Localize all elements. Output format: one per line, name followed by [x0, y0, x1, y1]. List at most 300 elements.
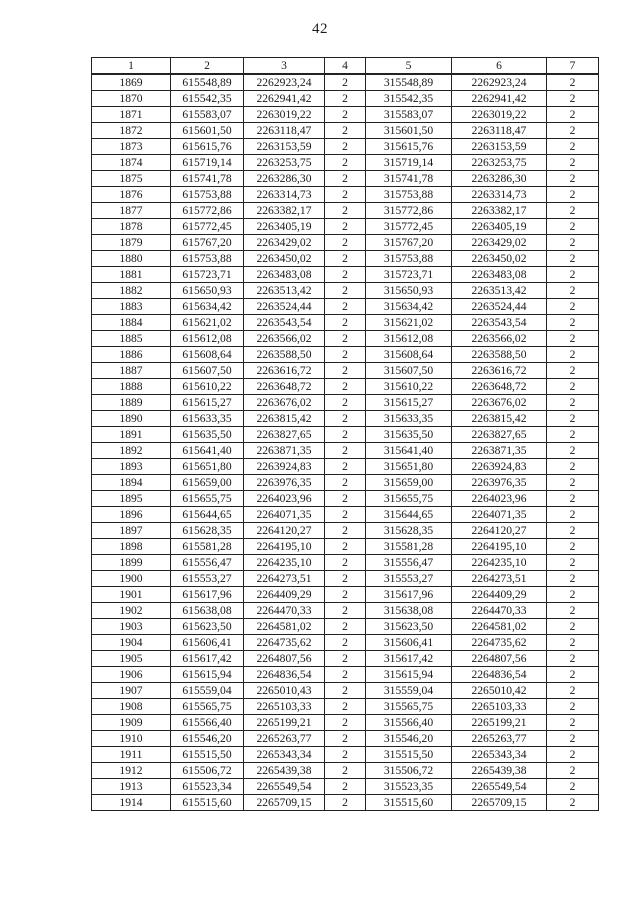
y-coordinate-cell: 2263429,02	[244, 235, 325, 251]
x-coordinate-alt-cell: 315723,71	[366, 267, 452, 283]
class-cell: 2	[325, 107, 366, 123]
x-coordinate-alt-cell: 315659,00	[366, 475, 452, 491]
table-row	[92, 251, 599, 267]
class-cell: 2	[325, 363, 366, 379]
y-coordinate-alt-cell: 2262923,24	[452, 74, 547, 91]
point-number-cell: 1879	[92, 235, 171, 251]
x-coordinate-cell: 615583,07	[171, 107, 244, 123]
point-number-cell: 1887	[92, 363, 171, 379]
table-row	[92, 91, 599, 107]
table-row	[92, 411, 599, 427]
x-coordinate-cell: 615515,60	[171, 795, 244, 811]
x-coordinate-cell: 615723,71	[171, 267, 244, 283]
point-number-cell: 1901	[92, 587, 171, 603]
x-coordinate-alt-cell: 315608,64	[366, 347, 452, 363]
y-coordinate-cell: 2264235,10	[244, 555, 325, 571]
x-coordinate-cell: 615623,50	[171, 619, 244, 635]
x-coordinate-cell: 615553,27	[171, 571, 244, 587]
table-row	[92, 779, 599, 795]
y-coordinate-alt-cell: 2265709,15	[452, 795, 547, 811]
class-cell: 2	[325, 74, 366, 91]
y-coordinate-cell: 2263815,42	[244, 411, 325, 427]
class-cell: 2	[325, 523, 366, 539]
table-row	[92, 763, 599, 779]
class-cell: 2	[325, 683, 366, 699]
x-coordinate-alt-cell: 315772,45	[366, 219, 452, 235]
y-coordinate-cell: 2262941,42	[244, 91, 325, 107]
table-row	[92, 571, 599, 587]
x-coordinate-alt-cell: 315634,42	[366, 299, 452, 315]
point-number-cell: 1886	[92, 347, 171, 363]
x-coordinate-cell: 615617,96	[171, 587, 244, 603]
x-coordinate-cell: 615523,34	[171, 779, 244, 795]
y-coordinate-cell: 2264409,29	[244, 587, 325, 603]
accuracy-cell: 2	[547, 139, 599, 155]
table-row	[92, 731, 599, 747]
point-number-cell: 1873	[92, 139, 171, 155]
x-coordinate-alt-cell: 315615,76	[366, 139, 452, 155]
y-coordinate-alt-cell: 2264735,62	[452, 635, 547, 651]
x-coordinate-cell: 615615,94	[171, 667, 244, 683]
x-coordinate-alt-cell: 315566,40	[366, 715, 452, 731]
y-coordinate-alt-cell: 2263450,02	[452, 251, 547, 267]
x-coordinate-cell: 615606,41	[171, 635, 244, 651]
class-cell: 2	[325, 747, 366, 763]
x-coordinate-alt-cell: 315542,35	[366, 91, 452, 107]
point-number-cell: 1894	[92, 475, 171, 491]
point-number-cell: 1891	[92, 427, 171, 443]
accuracy-cell: 2	[547, 779, 599, 795]
y-coordinate-alt-cell: 2265263,77	[452, 731, 547, 747]
class-cell: 2	[325, 91, 366, 107]
class-cell: 2	[325, 491, 366, 507]
table-row	[92, 283, 599, 299]
point-number-cell: 1902	[92, 603, 171, 619]
y-coordinate-alt-cell: 2263286,30	[452, 171, 547, 187]
x-coordinate-cell: 615546,20	[171, 731, 244, 747]
table-row	[92, 395, 599, 411]
table-row	[92, 267, 599, 283]
x-coordinate-cell: 615506,72	[171, 763, 244, 779]
class-cell: 2	[325, 699, 366, 715]
point-number-cell: 1872	[92, 123, 171, 139]
x-coordinate-alt-cell: 315650,93	[366, 283, 452, 299]
point-number-cell: 1903	[92, 619, 171, 635]
class-cell: 2	[325, 635, 366, 651]
class-cell: 2	[325, 443, 366, 459]
y-coordinate-cell: 2263524,44	[244, 299, 325, 315]
y-coordinate-cell: 2263513,42	[244, 283, 325, 299]
y-coordinate-alt-cell: 2264836,54	[452, 667, 547, 683]
accuracy-cell: 2	[547, 379, 599, 395]
class-cell: 2	[325, 331, 366, 347]
x-coordinate-cell: 615581,28	[171, 539, 244, 555]
class-cell: 2	[325, 571, 366, 587]
y-coordinate-cell: 2263382,17	[244, 203, 325, 219]
y-coordinate-cell: 2263483,08	[244, 267, 325, 283]
header-col-7: 7	[547, 58, 599, 75]
accuracy-cell: 2	[547, 715, 599, 731]
x-coordinate-alt-cell: 315641,40	[366, 443, 452, 459]
x-coordinate-alt-cell: 315767,20	[366, 235, 452, 251]
y-coordinate-alt-cell: 2263588,50	[452, 347, 547, 363]
y-coordinate-alt-cell: 2265439,38	[452, 763, 547, 779]
x-coordinate-cell: 615772,86	[171, 203, 244, 219]
accuracy-cell: 2	[547, 411, 599, 427]
coordinates-table	[91, 57, 599, 811]
header-col-3: 3	[244, 58, 325, 75]
class-cell: 2	[325, 779, 366, 795]
x-coordinate-cell: 615767,20	[171, 235, 244, 251]
x-coordinate-cell: 615565,75	[171, 699, 244, 715]
point-number-cell: 1877	[92, 203, 171, 219]
x-coordinate-alt-cell: 315655,75	[366, 491, 452, 507]
x-coordinate-alt-cell: 315610,22	[366, 379, 452, 395]
y-coordinate-cell: 2263153,59	[244, 139, 325, 155]
point-number-cell: 1904	[92, 635, 171, 651]
table-row	[92, 331, 599, 347]
y-coordinate-cell: 2265343,34	[244, 747, 325, 763]
accuracy-cell: 2	[547, 763, 599, 779]
x-coordinate-alt-cell: 315753,88	[366, 251, 452, 267]
class-cell: 2	[325, 795, 366, 811]
accuracy-cell: 2	[547, 699, 599, 715]
point-number-cell: 1914	[92, 795, 171, 811]
x-coordinate-alt-cell: 315607,50	[366, 363, 452, 379]
y-coordinate-alt-cell: 2264409,29	[452, 587, 547, 603]
point-number-cell: 1875	[92, 171, 171, 187]
point-number-cell: 1895	[92, 491, 171, 507]
point-number-cell: 1893	[92, 459, 171, 475]
accuracy-cell: 2	[547, 219, 599, 235]
table-row	[92, 619, 599, 635]
x-coordinate-cell: 615607,50	[171, 363, 244, 379]
class-cell: 2	[325, 283, 366, 299]
table-row	[92, 107, 599, 123]
class-cell: 2	[325, 187, 366, 203]
class-cell: 2	[325, 427, 366, 443]
y-coordinate-cell: 2263118,47	[244, 123, 325, 139]
point-number-cell: 1892	[92, 443, 171, 459]
accuracy-cell: 2	[547, 459, 599, 475]
accuracy-cell: 2	[547, 155, 599, 171]
y-coordinate-alt-cell: 2265010,42	[452, 683, 547, 699]
header-col-4: 4	[325, 58, 366, 75]
accuracy-cell: 2	[547, 443, 599, 459]
y-coordinate-cell: 2262923,24	[244, 74, 325, 91]
y-coordinate-cell: 2264581,02	[244, 619, 325, 635]
x-coordinate-alt-cell: 315548,89	[366, 74, 452, 91]
table-row	[92, 507, 599, 523]
y-coordinate-alt-cell: 2263118,47	[452, 123, 547, 139]
y-coordinate-alt-cell: 2263676,02	[452, 395, 547, 411]
class-cell: 2	[325, 619, 366, 635]
class-cell: 2	[325, 219, 366, 235]
y-coordinate-alt-cell: 2263616,72	[452, 363, 547, 379]
accuracy-cell: 2	[547, 587, 599, 603]
accuracy-cell: 2	[547, 235, 599, 251]
y-coordinate-cell: 2265709,15	[244, 795, 325, 811]
point-number-cell: 1909	[92, 715, 171, 731]
header-col-6: 6	[452, 58, 547, 75]
class-cell: 2	[325, 651, 366, 667]
x-coordinate-alt-cell: 315546,20	[366, 731, 452, 747]
x-coordinate-alt-cell: 315523,35	[366, 779, 452, 795]
y-coordinate-cell: 2263871,35	[244, 443, 325, 459]
y-coordinate-alt-cell: 2263253,75	[452, 155, 547, 171]
class-cell: 2	[325, 347, 366, 363]
y-coordinate-cell: 2263543,54	[244, 315, 325, 331]
accuracy-cell: 2	[547, 347, 599, 363]
table-row	[92, 187, 599, 203]
y-coordinate-cell: 2263976,35	[244, 475, 325, 491]
point-number-cell: 1900	[92, 571, 171, 587]
accuracy-cell: 2	[547, 251, 599, 267]
y-coordinate-alt-cell: 2263513,42	[452, 283, 547, 299]
table-row	[92, 363, 599, 379]
class-cell: 2	[325, 667, 366, 683]
y-coordinate-alt-cell: 2263976,35	[452, 475, 547, 491]
y-coordinate-cell: 2264195,10	[244, 539, 325, 555]
accuracy-cell: 2	[547, 395, 599, 411]
y-coordinate-alt-cell: 2263483,08	[452, 267, 547, 283]
table-row	[92, 523, 599, 539]
y-coordinate-cell: 2263286,30	[244, 171, 325, 187]
point-number-cell: 1870	[92, 91, 171, 107]
x-coordinate-alt-cell: 315515,60	[366, 795, 452, 811]
class-cell: 2	[325, 731, 366, 747]
x-coordinate-cell: 615610,22	[171, 379, 244, 395]
table-row	[92, 715, 599, 731]
accuracy-cell: 2	[547, 523, 599, 539]
class-cell: 2	[325, 603, 366, 619]
y-coordinate-cell: 2264807,56	[244, 651, 325, 667]
x-coordinate-cell: 615617,42	[171, 651, 244, 667]
accuracy-cell: 2	[547, 74, 599, 91]
accuracy-cell: 2	[547, 667, 599, 683]
x-coordinate-cell: 615644,65	[171, 507, 244, 523]
y-coordinate-alt-cell: 2263648,72	[452, 379, 547, 395]
y-coordinate-cell: 2264470,33	[244, 603, 325, 619]
header-col-5: 5	[366, 58, 452, 75]
y-coordinate-cell: 2263676,02	[244, 395, 325, 411]
x-coordinate-alt-cell: 315615,94	[366, 667, 452, 683]
x-coordinate-alt-cell: 315606,41	[366, 635, 452, 651]
y-coordinate-cell: 2265439,38	[244, 763, 325, 779]
x-coordinate-cell: 615741,78	[171, 171, 244, 187]
y-coordinate-cell: 2263019,22	[244, 107, 325, 123]
table-row	[92, 379, 599, 395]
x-coordinate-alt-cell: 315559,04	[366, 683, 452, 699]
x-coordinate-alt-cell: 315719,14	[366, 155, 452, 171]
table-row	[92, 315, 599, 331]
x-coordinate-cell: 615772,45	[171, 219, 244, 235]
y-coordinate-alt-cell: 2263314,73	[452, 187, 547, 203]
x-coordinate-alt-cell: 315772,86	[366, 203, 452, 219]
y-coordinate-alt-cell: 2263871,35	[452, 443, 547, 459]
table-row	[92, 795, 599, 811]
point-number-cell: 1871	[92, 107, 171, 123]
x-coordinate-alt-cell: 315601,50	[366, 123, 452, 139]
x-coordinate-cell: 615566,40	[171, 715, 244, 731]
table-row	[92, 219, 599, 235]
y-coordinate-alt-cell: 2264023,96	[452, 491, 547, 507]
point-number-cell: 1897	[92, 523, 171, 539]
y-coordinate-cell: 2265199,21	[244, 715, 325, 731]
accuracy-cell: 2	[547, 731, 599, 747]
accuracy-cell: 2	[547, 363, 599, 379]
x-coordinate-cell: 615628,35	[171, 523, 244, 539]
point-number-cell: 1878	[92, 219, 171, 235]
x-coordinate-alt-cell: 315741,78	[366, 171, 452, 187]
y-coordinate-alt-cell: 2263153,59	[452, 139, 547, 155]
class-cell: 2	[325, 395, 366, 411]
table-row	[92, 203, 599, 219]
y-coordinate-cell: 2263450,02	[244, 251, 325, 267]
point-number-cell: 1874	[92, 155, 171, 171]
y-coordinate-alt-cell: 2264120,27	[452, 523, 547, 539]
x-coordinate-alt-cell: 315581,28	[366, 539, 452, 555]
header-row	[92, 58, 599, 75]
y-coordinate-cell: 2265549,54	[244, 779, 325, 795]
class-cell: 2	[325, 555, 366, 571]
y-coordinate-alt-cell: 2264235,10	[452, 555, 547, 571]
table-row	[92, 155, 599, 171]
y-coordinate-cell: 2264273,51	[244, 571, 325, 587]
point-number-cell: 1884	[92, 315, 171, 331]
x-coordinate-alt-cell: 315644,65	[366, 507, 452, 523]
y-coordinate-alt-cell: 2264071,35	[452, 507, 547, 523]
x-coordinate-cell: 615641,40	[171, 443, 244, 459]
y-coordinate-cell: 2264120,27	[244, 523, 325, 539]
y-coordinate-cell: 2265103,33	[244, 699, 325, 715]
class-cell: 2	[325, 715, 366, 731]
accuracy-cell: 2	[547, 203, 599, 219]
point-number-cell: 1882	[92, 283, 171, 299]
y-coordinate-alt-cell: 2262941,42	[452, 91, 547, 107]
y-coordinate-cell: 2264735,62	[244, 635, 325, 651]
x-coordinate-cell: 615634,42	[171, 299, 244, 315]
accuracy-cell: 2	[547, 795, 599, 811]
x-coordinate-alt-cell: 315651,80	[366, 459, 452, 475]
y-coordinate-alt-cell: 2264807,56	[452, 651, 547, 667]
y-coordinate-cell: 2263566,02	[244, 331, 325, 347]
x-coordinate-alt-cell: 315612,08	[366, 331, 452, 347]
class-cell: 2	[325, 251, 366, 267]
accuracy-cell: 2	[547, 635, 599, 651]
table-row	[92, 667, 599, 683]
x-coordinate-cell: 615615,76	[171, 139, 244, 155]
y-coordinate-alt-cell: 2265199,21	[452, 715, 547, 731]
y-coordinate-alt-cell: 2264470,33	[452, 603, 547, 619]
point-number-cell: 1885	[92, 331, 171, 347]
y-coordinate-alt-cell: 2263827,65	[452, 427, 547, 443]
class-cell: 2	[325, 235, 366, 251]
table-row	[92, 635, 599, 651]
y-coordinate-alt-cell: 2263429,02	[452, 235, 547, 251]
page-number: 42	[312, 21, 328, 37]
y-coordinate-cell: 2263253,75	[244, 155, 325, 171]
point-number-cell: 1908	[92, 699, 171, 715]
accuracy-cell: 2	[547, 747, 599, 763]
table-body	[92, 74, 599, 811]
x-coordinate-cell: 615548,89	[171, 74, 244, 91]
table-row	[92, 699, 599, 715]
class-cell: 2	[325, 475, 366, 491]
class-cell: 2	[325, 299, 366, 315]
x-coordinate-alt-cell: 315623,50	[366, 619, 452, 635]
x-coordinate-cell: 615612,08	[171, 331, 244, 347]
point-number-cell: 1883	[92, 299, 171, 315]
y-coordinate-cell: 2263924,83	[244, 459, 325, 475]
accuracy-cell: 2	[547, 299, 599, 315]
y-coordinate-alt-cell: 2263524,44	[452, 299, 547, 315]
point-number-cell: 1880	[92, 251, 171, 267]
y-coordinate-alt-cell: 2263019,22	[452, 107, 547, 123]
table-row	[92, 539, 599, 555]
table-row	[92, 235, 599, 251]
y-coordinate-alt-cell: 2265549,54	[452, 779, 547, 795]
table-row	[92, 299, 599, 315]
x-coordinate-cell: 615719,14	[171, 155, 244, 171]
accuracy-cell: 2	[547, 91, 599, 107]
class-cell: 2	[325, 411, 366, 427]
point-number-cell: 1911	[92, 747, 171, 763]
x-coordinate-cell: 615621,02	[171, 315, 244, 331]
point-number-cell: 1907	[92, 683, 171, 699]
x-coordinate-alt-cell: 315556,47	[366, 555, 452, 571]
class-cell: 2	[325, 139, 366, 155]
point-number-cell: 1906	[92, 667, 171, 683]
y-coordinate-cell: 2263314,73	[244, 187, 325, 203]
accuracy-cell: 2	[547, 651, 599, 667]
y-coordinate-cell: 2263616,72	[244, 363, 325, 379]
x-coordinate-alt-cell: 315506,72	[366, 763, 452, 779]
accuracy-cell: 2	[547, 603, 599, 619]
x-coordinate-cell: 615608,64	[171, 347, 244, 363]
x-coordinate-alt-cell: 315633,35	[366, 411, 452, 427]
point-number-cell: 1910	[92, 731, 171, 747]
x-coordinate-alt-cell: 315753,88	[366, 187, 452, 203]
y-coordinate-cell: 2263827,65	[244, 427, 325, 443]
table-row	[92, 603, 599, 619]
y-coordinate-alt-cell: 2263815,42	[452, 411, 547, 427]
x-coordinate-cell: 615650,93	[171, 283, 244, 299]
class-cell: 2	[325, 203, 366, 219]
class-cell: 2	[325, 267, 366, 283]
point-number-cell: 1912	[92, 763, 171, 779]
accuracy-cell: 2	[547, 475, 599, 491]
class-cell: 2	[325, 315, 366, 331]
x-coordinate-alt-cell: 315628,35	[366, 523, 452, 539]
point-number-cell: 1913	[92, 779, 171, 795]
accuracy-cell: 2	[547, 507, 599, 523]
y-coordinate-cell: 2264071,35	[244, 507, 325, 523]
accuracy-cell: 2	[547, 539, 599, 555]
y-coordinate-alt-cell: 2264581,02	[452, 619, 547, 635]
table-row	[92, 491, 599, 507]
y-coordinate-cell: 2264836,54	[244, 667, 325, 683]
y-coordinate-cell: 2264023,96	[244, 491, 325, 507]
y-coordinate-cell: 2265010,43	[244, 683, 325, 699]
y-coordinate-alt-cell: 2263543,54	[452, 315, 547, 331]
x-coordinate-cell: 615638,08	[171, 603, 244, 619]
point-number-cell: 1905	[92, 651, 171, 667]
accuracy-cell: 2	[547, 315, 599, 331]
table-row	[92, 587, 599, 603]
y-coordinate-alt-cell: 2263566,02	[452, 331, 547, 347]
class-cell: 2	[325, 539, 366, 555]
